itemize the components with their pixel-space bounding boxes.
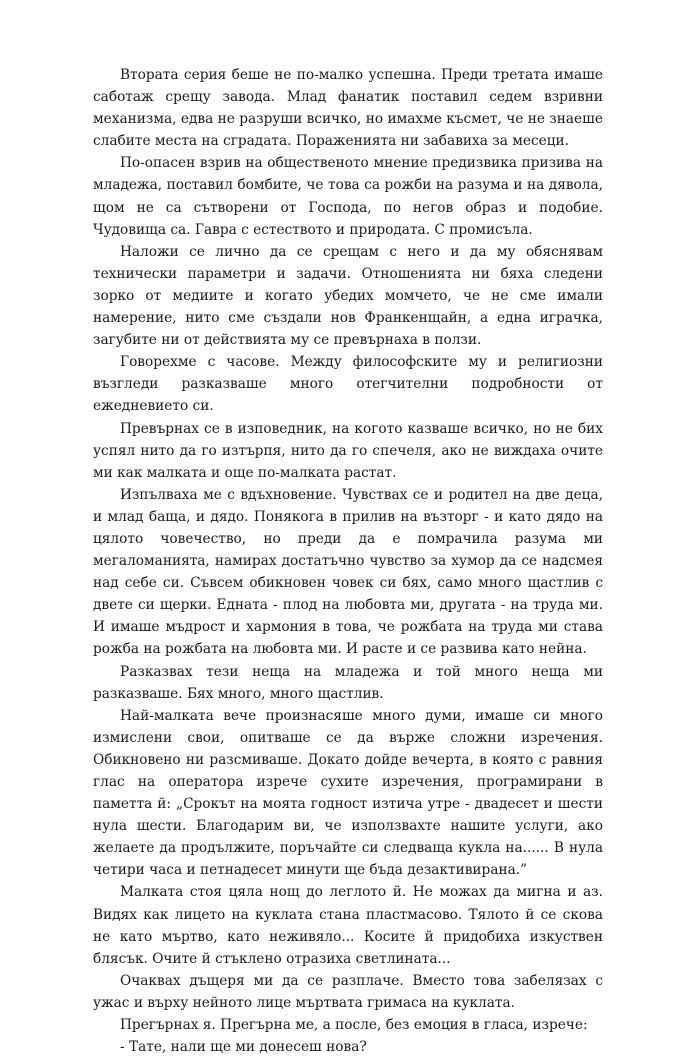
paragraph: Превърнах се в изповедник, на когото казваше всичко, но не бих успял нито да го изтърпя, нито да го спечеля, ако не виждаха очите ми как малката и още по-малката растат.: [93, 420, 603, 481]
paragraph: Най-малката вече произнасяше много думи, имаше си много измислени свои, опитваше се да върже сложни изречения. Обикновено ни разсмиваше. Докато дойде вечерта, в която с равния глас на оператора изрече сухите изречения, програмирани в паметта й: „Срокът на моята годност изтича утре - двадесет и шести нула шести. Благодарим ви, че използвахте нашите услуги, ако желаете да продължите, поръчайте си следваща кукла на...... В нула четири часа и петнадесет минути ще бъда дезактивирана.”: [93, 707, 603, 879]
paragraph: Прегърнах я. Прегърна ме, а после, без емоция в гласа, изрече:: [120, 1017, 588, 1034]
paragraph: Разказвах тези неща на младежа и той много неща ми разказваше. Бях много, много щастлив.: [93, 663, 603, 702]
paragraph: Очаквах дъщеря ми да се разплаче. Вместо това забелязах с ужас и върху нейното лице мъртвата гримаса на куклата.: [93, 972, 603, 1011]
paragraph: Изпълваха ме с вдъхновение. Чувствах се и родител на две деца, и млад баща, и дядо. Понякога в прилив на възторг - и като дядо на цялото човечество, но преди да е помрачила разума ми мегаломанията, намирах достатъчно чувство за хумор да се надсмея над себе си. Съвсем обикновен човек си бях, само много щастлив с двете си щерки. Едната - плод на любовта ми, другата - на труда ми. И имаше мъдрост и хармония в това, че рожбата на труда ми става рожба на рожбата на любовта ми. И расте и се развива като нейна.: [93, 486, 603, 658]
paragraph: Малката стоя цяла нощ до леглото й. Не можах да мигна и аз. Видях как лицето на куклата стана пластмасово. Тялото й се скова не като мъртво, като неживяло... Косите й придобиха изкуствен блясък. Очите й стъклено отразиха светлината...: [93, 884, 603, 967]
paragraph: Втората серия беше не по-малко успешна. Преди третата имаше саботаж срещу завода. Млад фанатик поставил седем взривни механизма, едва не разруши всичко, но имахме късмет, че не знаеше слабите места на сградата. Пораженията ни забавиха за месеци.: [93, 67, 603, 150]
paragraph: - Тате, нали ще ми донесеш нова?: [120, 1039, 367, 1056]
body-text: [93, 64, 603, 1058]
paragraph: По-опасен взрив на общественото мнение предизвика призива на младежа, поставил бомбите, че това са рожби на разума и на дявола, щом не са сътворени от Господа, по негов образ и подобие. Чудовища са. Гавра с естеството и природата. С промисъла.: [93, 155, 603, 238]
paragraph: Говорехме с часове. Между философските му и религиозни възгледи разказваше много отегчителни подробности от ежедневието си.: [93, 354, 603, 415]
paragraph: Наложи се лично да се срещам с него и да му обяснявам технически параметри и задачи. Отношенията ни бяха следени зорко от медиите и когато убедих момчето, че не сме имали намерение, нито сме създали нов Франкенщайн, а една играчка, загубите ни от действията му се превърнаха в ползи.: [93, 243, 603, 349]
